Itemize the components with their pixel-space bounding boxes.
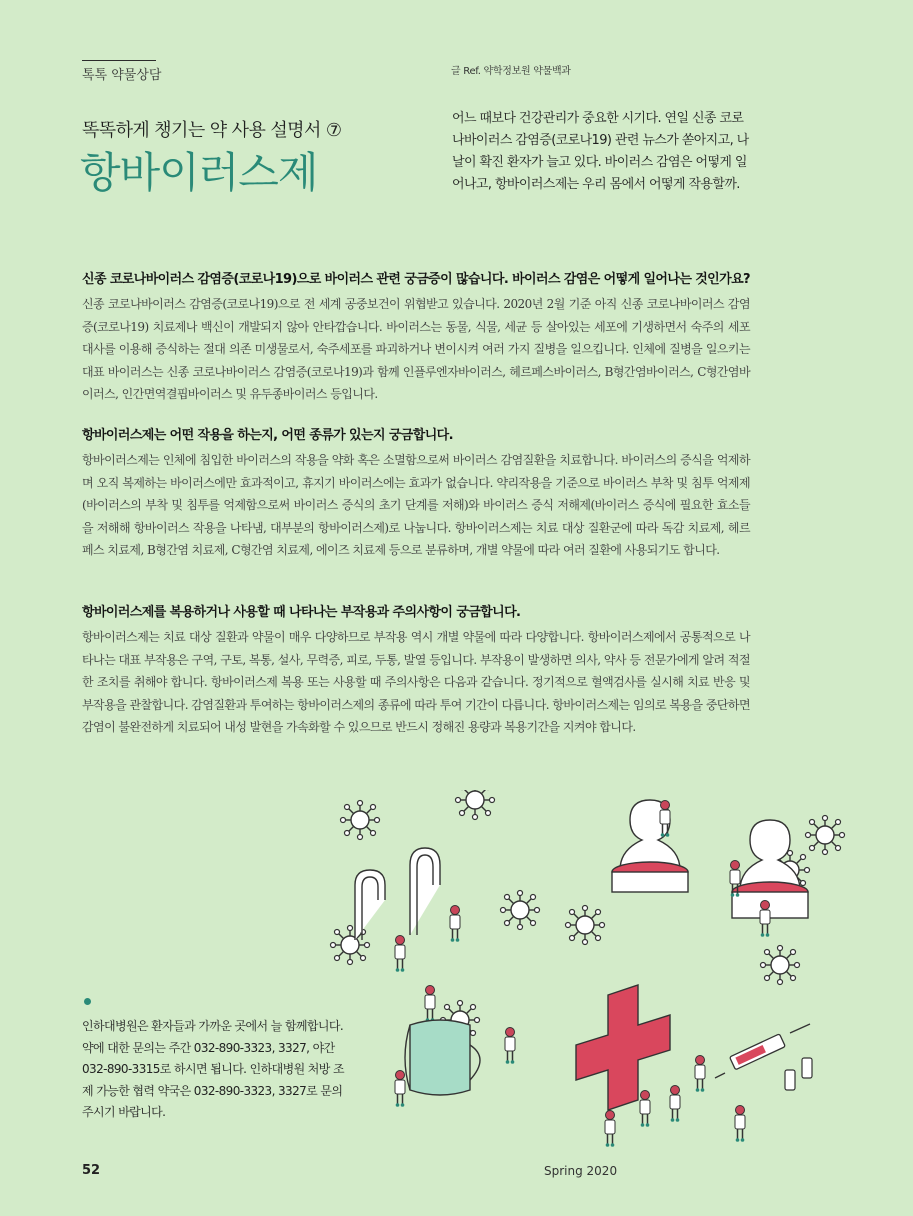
question-3: 항바이러스제를 복용하거나 사용할 때 나타나는 부작용과 주의사항이 궁금합니다.: [82, 605, 521, 620]
answer-1: 신종 코로나바이러스 감염증(코로나19)으로 전 세계 공중보건이 위협받고 있습니다. 2020년 2월 기준 아직 신종 코로나바이러스 감염증(코로나19) 치료제나 백신이 개발되지 않아 안타깝습니다. 바이러스는 동물, 식물, 세균 등 살아있는 세포에 기생하면서 숙주의 세포 대사를 이용해 증식하는 절대 의존 미생물로서, 숙주세포를 파괴하거나 변이시켜 여러 가지 질병을 일으킵니다. 인체에 질병을 일으키는 대표 바이러스는 신종 코로나바이러스 감염증(코로나19)과 함께 인플루엔자바이러스, 헤르페스바이러스, B형간염바이러스, C형간염바이러스, 인간면역결핍바이러스 및 유두종바이러스 등입니다.: [82, 297, 750, 401]
note-bullet: [84, 998, 91, 1005]
vial-icon: [785, 1058, 812, 1090]
qa-block-3: [82, 603, 750, 739]
contact-note: 인하대병원은 환자들과 가까운 곳에서 늘 함께합니다. 약에 대한 문의는 주간 032-890-3323, 3327, 야간 032-890-3315로 하시면 됩니다. 인하대병원 처방 조제 가능한 협력 약국은 032-890-3323, 3327로 문의주시기 바랍니다.: [82, 1019, 344, 1119]
medical-cross-icon: [576, 985, 670, 1110]
article-title: 항바이러스제: [80, 148, 318, 197]
question-1: 신종 코로나바이러스 감염증(코로나19)으로 바이러스 관련 궁금증이 많습니다. 바이러스 감염은 어떻게 일어나는 것인가요?: [82, 272, 750, 287]
issue-season: Spring 2020: [544, 1164, 618, 1178]
credit-line: 글 Ref. 약학정보원 약물백과: [451, 66, 571, 77]
answer-2: 항바이러스제는 인체에 침입한 바이러스의 작용을 약화 혹은 소멸함으로써 바이러스 감염질환을 치료합니다. 바이러스의 증식을 억제하며 오직 복제하는 바이러스에만 효과적이고, 휴지기 바이러스에는 효과가 없습니다. 약리작용을 기준으로 바이러스 부착 및 침투 억제제(바이러스의 부착 및 침투를 억제함으로써 바이러스 증식의 초기 단계를 저해)와 바이러스 증식 저해제(바이러스 증식에 필요한 효소들을 저해해 항바이러스 작용을 나타냄, 대부분의 항바이러스제)로 나눕니다. 항바이러스제는 치료 대상 질환군에 따라 독감 치료제, 헤르페스 치료제, B형간염 치료제, C형간염 치료제, 에이즈 치료제 등으로 분류하며, 개별 약물에 따라 여러 질환에 사용되기도 합니다.: [82, 453, 750, 557]
section-label: 톡톡 약물상담: [82, 68, 162, 83]
faucet-icon: [355, 848, 440, 940]
page-number: 52: [82, 1163, 101, 1178]
mask-icon: [405, 1020, 480, 1095]
bottle-tower-icon: [612, 800, 808, 918]
article-subtitle: 똑똑하게 챙기는 약 사용 설명서 ⑦: [82, 120, 342, 141]
section-rule: [82, 60, 156, 61]
answer-3: 항바이러스제는 치료 대상 질환과 약물이 매우 다양하므로 부작용 역시 개별 약물에 따라 다양합니다. 항바이러스제에서 공통적으로 나타나는 대표 부작용은 구역, 구토, 복통, 설사, 무력증, 피로, 두통, 발열 등입니다. 부작용이 발생하면 의사, 약사 등 전문가에게 알려 적절한 조치를 취해야 합니다. 항바이러스제 복용 또는 사용할 때 주의사항은 다음과 같습니다. 정기적으로 혈액검사를 실시해 치료 반응 및 부작용을 관찰합니다. 감염질환과 투여하는 항바이러스제의 종류에 따라 투여 기간이 다릅니다. 항바이러스제는 임의로 복용을 중단하면 감염이 불완전하게 치료되어 내성 발현을 가속화할 수 있으므로 반드시 정해진 용량과 복용기간을 지켜야 합니다.: [82, 630, 750, 734]
syringe-icon: [715, 1024, 810, 1078]
antiviral-illustration: [320, 790, 860, 1160]
question-2: 항바이러스제는 어떤 작용을 하는지, 어떤 종류가 있는지 궁금합니다.: [82, 428, 453, 443]
article-intro: 어느 때보다 건강관리가 중요한 시기다. 연일 신종 코로나바이러스 감염증(코로나19) 관련 뉴스가 쏟아지고, 나날이 확진 환자가 늘고 있다. 바이러스 감염은 어떻게 일어나고, 항바이러스제는 우리 몸에서 어떻게 작용할까.: [452, 111, 749, 192]
qa-block-1: [82, 270, 750, 406]
qa-block-2: [82, 426, 750, 562]
